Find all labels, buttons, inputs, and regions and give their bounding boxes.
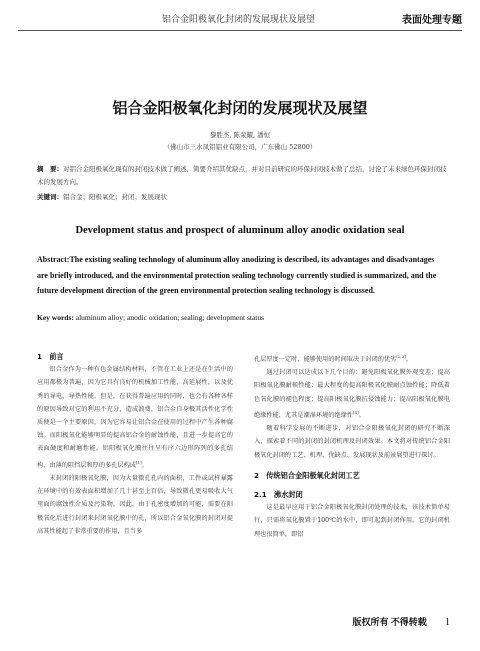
footer [352, 615, 450, 628]
citation: [4] [353, 409, 359, 415]
keywords-en [37, 313, 445, 322]
keywords-cn [37, 192, 447, 201]
keywords-en-text: aluminum alloy; anodic oxidation; sealing; development status [75, 313, 265, 322]
article-title-cn: 铝合金阳极氧化封闭的发展现状及展望 [112, 99, 368, 117]
section-heading-intro: 1 前言 [37, 352, 64, 361]
abstract-cn-text: 对铝合金阳极氧化现有的封闭技术做了阐述，简要介绍其优缺点，并对目前研究的环保封闭技术做了总结，讨论了未来绿色环保封闭技术的发展方向。 [37, 165, 447, 186]
subsection-heading-boiling: 2.1 沸水封闭 [254, 489, 303, 499]
paragraph: 随着科学发展的不断进步，对铝合金阳极氧化封闭的研究不断深入，探索着不同的封闭的封闭机理及封闭效果。本文将对传统铝合金阳极氧化封闭的工艺、机理、优缺点、发展现状及前景展望进行探讨。 [254, 425, 450, 459]
page-number: 1 [445, 617, 450, 628]
section-heading-traditional: 2 传统铝合金阳极氧化封闭工艺 [254, 470, 360, 480]
paragraph: 铝合金作为一种有色金属结构材料，不管在工业上还是在生活中的应用都极为普遍，因为它具有良好的机械加工性能，高延展性，以及优秀的导电、导热性能。但是，在获得普遍应用的同时，也会有各种各样的原因导致对它的利用不充分，造成浪费，铝合金自身极其活性化学性质便是一个主要原因，因为它容易让铝合金在使用的过程中产生各种腐蚀。而阳极氧化能够明显的提高铝合金的耐蚀性能，且进一步提高它的表面硬度和耐磨性能。铝阳极氧化膜往往呈有序六边形阵列的多孔结构，由薄的阻挡层和厚的多孔层构成[1]。 [37, 366, 233, 469]
paragraph: 未封闭的阳极氧化膜，因为大量微孔孔内的面积，工件或试样暴露在环境中的有效表面积增加了几十甚至上百倍，导致微孔更易吸收大气里面的腐蚀性介质及污染物。因此，由于孔密度增加的可能，需要在阳极氧化后进行封闭来封闭氧化膜中的孔，所以铝合金氧化膜的封闭对提高其性能起了非常重要的作用，且当多 [37, 474, 233, 535]
paragraph: 孔层厚度一定时，能够使用的时间取决于封闭的优劣[2,3]。 [254, 354, 412, 364]
keywords-en-label: Key words: [37, 313, 74, 322]
abstract-cn-label: 摘 要： [37, 165, 63, 173]
copyright-notice: 版权所有 不得转载 [352, 617, 427, 627]
authors: 黎胜杰, 陈荣耀, 潘恒 [209, 131, 271, 139]
abstract-en-label: Abstract: [37, 255, 70, 264]
keywords-cn-label: 关键词： [37, 193, 63, 201]
right-column [254, 350, 450, 541]
section-label: 表面处理专题 [402, 15, 462, 26]
article-title-en: Development status and prospect of aluminum alloy anodic oxidation seal [75, 225, 405, 236]
keywords-cn-text: 铝合金；阳极氧化；封闭；发展现状 [63, 193, 167, 201]
citation: [2,3] [396, 354, 406, 359]
abstract-en-text: The existing sealing technology of aluminum alloy anodizing is described, its advantages and disadvantages are briefly introduced, and the environmental protection sealing technology currently studied is summarized, and the future development direction of the green environmental protection sealing technology is discussed. [37, 255, 437, 295]
citation: [1] [136, 459, 142, 465]
abstract-cn [37, 163, 447, 189]
header-rule [18, 30, 462, 31]
left-column [37, 350, 233, 538]
affiliation: （佛山市三水凤铝铝业有限公司，广东佛山 52800） [163, 143, 317, 151]
paragraph: 通过封闭可以达成以下几个目的：避免阳极氧化膜外观变差；提高阳极氧化膜耐候性能；最大程度的提高阳极氧化膜耐点蚀性能；降低着色氧化膜的褪色程度；提高阳极氧化膜抗侵蚀能力；提高阳极氧化膜电绝缘性能，尤其是潮湿环境的绝缘性[4]。 [254, 369, 450, 419]
paragraph: 这是最早应用于铝合金阳极氧化膜封闭处理的技术，该技术简单易行，只需将氧化膜置于100℃的水中，即可起到封闭作用。它的封闭机理也很简单，即铝 [254, 504, 450, 538]
abstract-en [37, 252, 445, 299]
running-title: 铝合金阳极氧化封闭的发展现状及展望 [162, 14, 316, 24]
